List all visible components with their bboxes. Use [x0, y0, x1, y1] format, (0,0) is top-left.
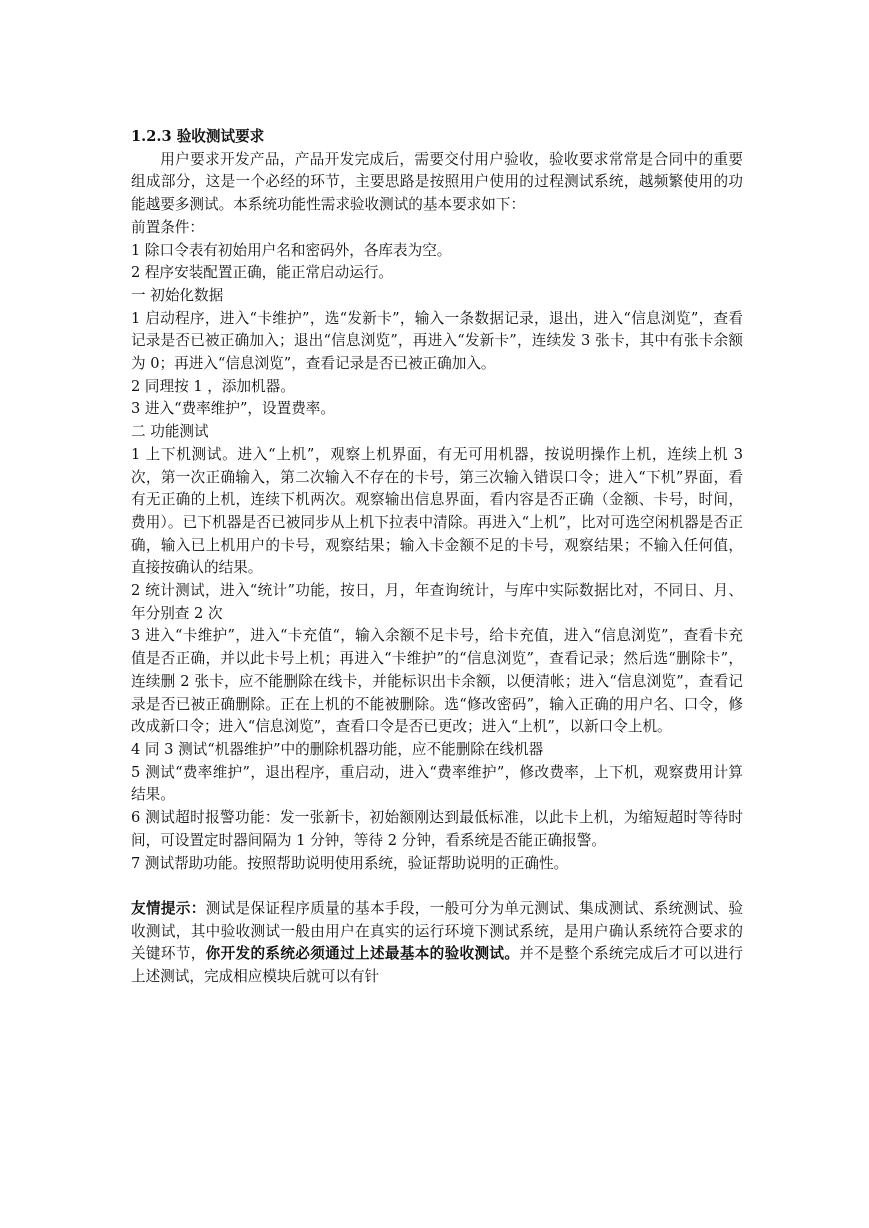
- tip-text: 测试是保证程序质量的基本手段，一般可分为单元测试、集成测试、系统测试、验收测试，其中验收测试一般由用户在真实的运行环境下测试系统，是用户确认系统符合要求的关键环节，: [131, 899, 743, 963]
- precondition-title: 前置条件：: [131, 218, 204, 236]
- init-item: 2 同理按 1 ，添加机器。: [131, 377, 295, 395]
- func-item: 2 统计测试，进入“统计”功能，按日，月，年查询统计，与库中实际数据比对，不同日、月、年分别查 2 次: [131, 582, 743, 622]
- init-item: 1 启动程序，进入“卡维护”，选“发新卡”，输入一条数据记录，退出，进入“信息浏览”，查看记录是否已被正确加入；退出“信息浏览”，再进入“发新卡”，连续发 3 张卡，其中有张卡余额为 0；再进入“信息浏览”，查看记录是否已被正确加入。: [131, 309, 743, 373]
- tip-emphasis: 你开发的系统必须通过上述最基本的验收测试。: [205, 945, 520, 963]
- precondition-item: 1 除口令表有初始用户名和密码外，各库表为空。: [131, 241, 452, 259]
- blank-line: [131, 875, 743, 898]
- func-item: 3 进入“卡维护”，进入“卡充值“，输入余额不足卡号，给卡充值，进入“信息浏览”，查看卡充值是否正确，并以此卡号上机；再进入“卡维护”的“信息浏览”，查看记录；然后选“删除卡”，连续删 2 张卡，应不能删除在线卡，并能标识出卡余额，以便清帐；进入“信息浏览”，查看记录是否已被正确删除。正在上机的不能被删除。选“修改密码”，输入正确的用户名、口令，修改成新口令；进入“信息浏览”，查看口令是否已更改；进入“上机”，以新口令上机。: [131, 627, 743, 736]
- intro-paragraph: 用户要求开发产品，产品开发完成后，需要交付用户验收，验收要求常常是合同中的重要组成部分，这是一个必经的环节，主要思路是按照用户使用的过程测试系统，越频繁使用的功能越要多测试。本系统功能性需求验收测试的基本要求如下：: [131, 150, 743, 214]
- tip-text-continued: 并不是整个系统完成后才可以进行上述测试，完成相应模块后就可以有针: [131, 945, 743, 985]
- tip-paragraph: [131, 898, 743, 989]
- func-item: 1 上下机测试。进入“上机”，观察上机界面，有无可用机器，按说明操作上机，连续上机 3 次，第一次正确输入，第二次输入不存在的卡号，第三次输入错误口令；进入“下机”界面，看有无正确的上机，连续下机两次。观察输出信息界面，看内容是否正确（金额、卡号，时间，费用）。已下机器是否已被同步从上机下拉表中清除。再进入“上机”，比对可选空闲机器是否正确，输入已上机用户的卡号，观察结果；输入卡金额不足的卡号，观察结果；不输入任何值，直接按确认的结果。: [131, 445, 743, 577]
- tip-label: 友情提示：: [131, 899, 206, 917]
- func-item: 6 测试超时报警功能：发一张新卡，初始额刚达到最低标准，以此卡上机，为缩短超时等待时间，可设置定时器间隔为 1 分钟，等待 2 分钟，看系统是否能正确报警。: [131, 809, 743, 849]
- init-title: 一 初始化数据: [131, 286, 224, 304]
- func-item: 7 测试帮助功能。按照帮助说明使用系统，验证帮助说明的正确性。: [131, 854, 569, 872]
- precondition-item: 2 程序安装配置正确，能正常启动运行。: [131, 264, 394, 282]
- func-item: 4 同 3 测试“机器维护”中的删除机器功能，应不能删除在线机器: [131, 740, 544, 758]
- document-page: [131, 126, 743, 989]
- section-heading: 1.2.3 验收测试要求: [131, 128, 265, 145]
- func-title: 二 功能测试: [131, 423, 209, 441]
- func-item: 5 测试“费率维护”，退出程序，重启动，进入“费率维护”，修改费率，上下机，观察费用计算结果。: [131, 763, 743, 804]
- init-item: 3 进入“费率维护”，设置费率。: [131, 400, 335, 418]
